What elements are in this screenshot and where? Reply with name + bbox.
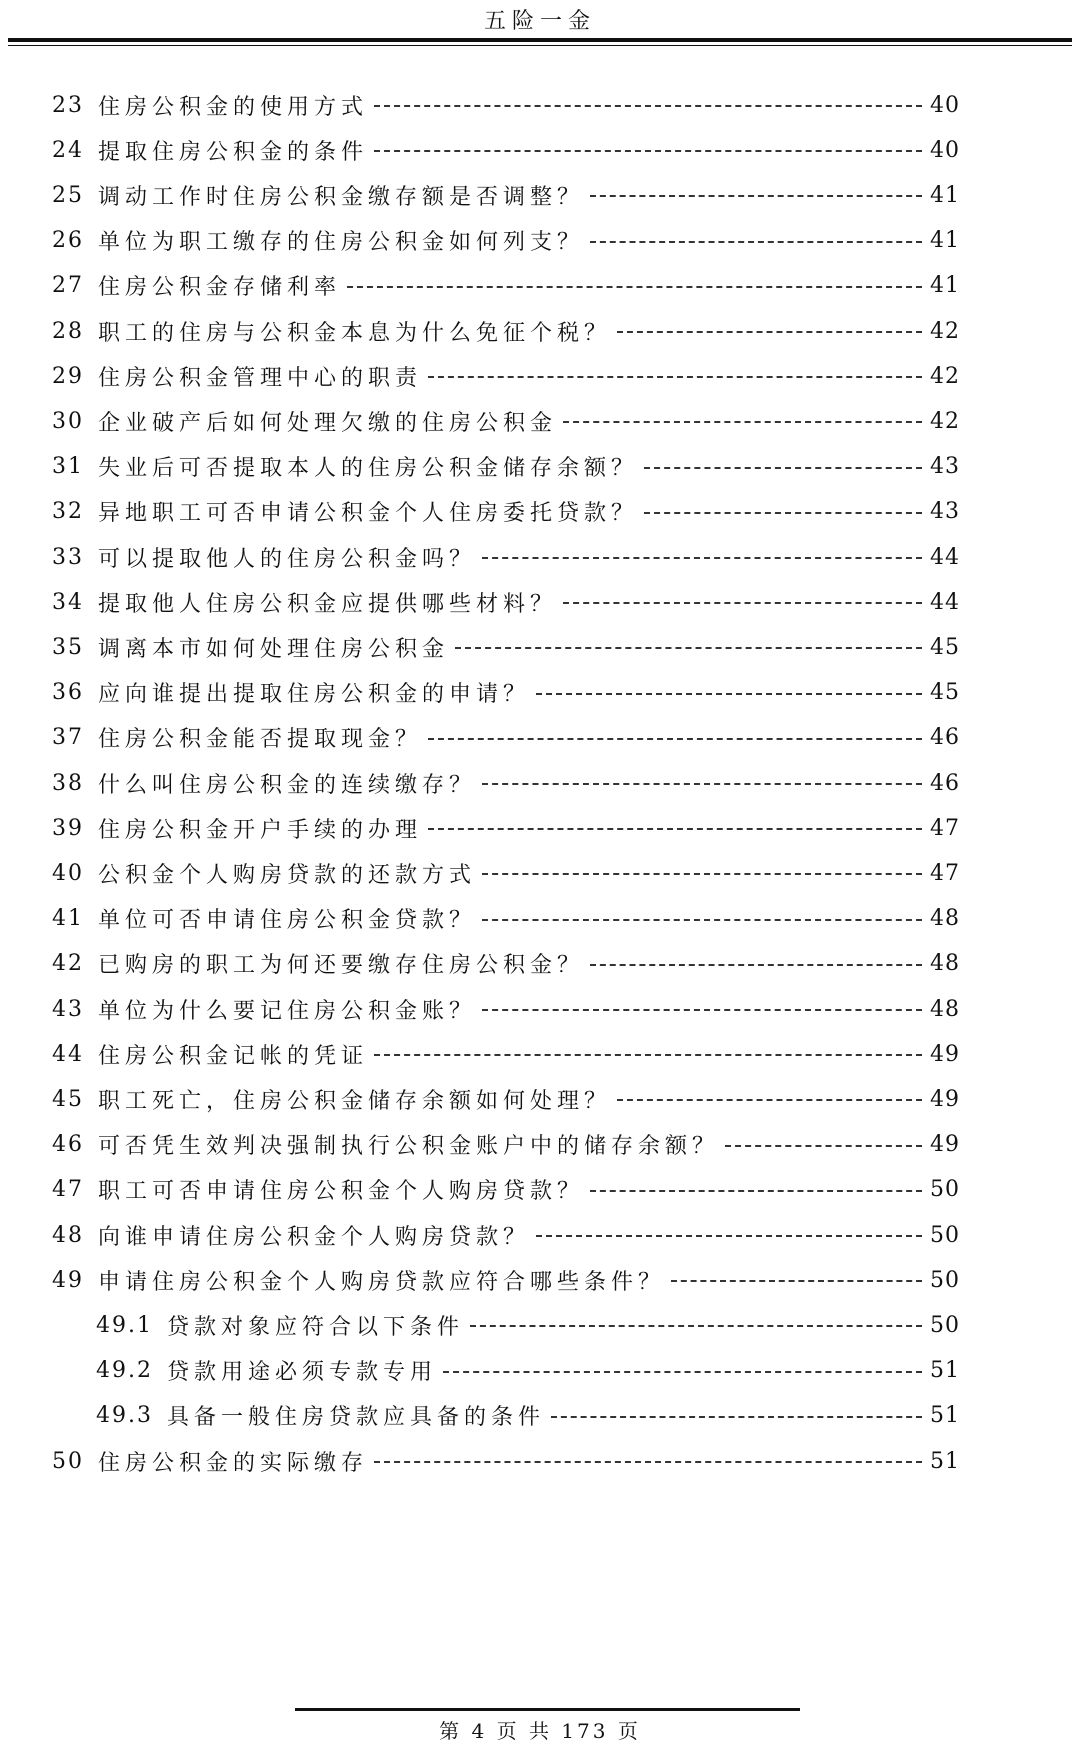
toc-entry[interactable] <box>52 537 960 577</box>
toc-entry-title: 单位为职工缴存的住房公积金如何列支？ <box>98 230 585 256</box>
toc-entry-title: 住房公积金的使用方式 <box>98 94 369 120</box>
toc-entry-title: 申请住房公积金个人购房贷款应符合哪些条件？ <box>98 1269 666 1295</box>
toc-leader-dashes <box>617 331 922 333</box>
toc-entry[interactable] <box>52 221 960 261</box>
toc-entry-title: 提取他人住房公积金应提供哪些材料？ <box>98 591 558 617</box>
toc-leader-dashes <box>482 873 922 875</box>
toc-entry[interactable] <box>52 673 960 713</box>
toc-entry-number: 34 <box>52 589 84 615</box>
toc-entry-page: 48 <box>930 996 960 1022</box>
toc-entry[interactable] <box>52 582 960 622</box>
toc-leader-dashes <box>590 1190 922 1192</box>
toc-entry-number: 49.3 <box>96 1403 153 1429</box>
toc-leader-dashes <box>428 738 922 740</box>
toc-entry[interactable] <box>52 1125 960 1165</box>
toc-leader-dashes <box>563 421 922 423</box>
toc-entry[interactable] <box>52 899 960 939</box>
toc-entry-title: 住房公积金能否提取现金？ <box>98 727 423 753</box>
toc-leader-dashes <box>470 1325 922 1327</box>
toc-entry-number: 48 <box>52 1222 84 1248</box>
toc-entry[interactable] <box>52 447 960 487</box>
toc-entry-page: 51 <box>930 1358 960 1384</box>
toc-entry-number: 27 <box>52 273 84 299</box>
toc-entry-page: 50 <box>930 1222 960 1248</box>
toc-entry-number: 28 <box>52 318 84 344</box>
toc-entry-number: 49.1 <box>96 1312 153 1338</box>
toc-entry[interactable] <box>52 311 960 351</box>
toc-entry-title: 住房公积金管理中心的职责 <box>98 365 423 391</box>
toc-entry[interactable] <box>52 989 960 1029</box>
toc-entry-page: 40 <box>930 137 960 163</box>
toc-leader-dashes <box>374 150 922 152</box>
toc-entry-number: 29 <box>52 363 84 389</box>
toc-entry-title: 调离本市如何处理住房公积金 <box>98 636 450 662</box>
toc-subentry[interactable] <box>96 1396 960 1436</box>
toc-entry-number: 36 <box>52 680 84 706</box>
toc-entry-page: 48 <box>930 951 960 977</box>
toc-entry[interactable] <box>52 853 960 893</box>
toc-entry[interactable] <box>52 627 960 667</box>
toc-entry-number: 41 <box>52 906 84 932</box>
toc-entry-number: 23 <box>52 92 84 118</box>
toc-leader-dashes <box>374 105 922 107</box>
toc-entry[interactable] <box>52 1441 960 1481</box>
toc-entry-page: 49 <box>930 1041 960 1067</box>
toc-entry-title: 具备一般住房贷款应具备的条件 <box>166 1405 545 1431</box>
toc-entry[interactable] <box>52 175 960 215</box>
toc-entry-number: 26 <box>52 228 84 254</box>
toc-entry-page: 51 <box>930 1448 960 1474</box>
toc-entry-page: 41 <box>930 273 960 299</box>
toc-leader-dashes <box>482 557 922 559</box>
toc-entry[interactable] <box>52 1260 960 1300</box>
document-title: 五险一金 <box>483 9 596 34</box>
toc-entry-number: 32 <box>52 499 84 525</box>
toc-leader-dashes <box>482 919 922 921</box>
toc-entry-page: 47 <box>930 815 960 841</box>
toc-entry-title: 失业后可否提取本人的住房公积金储存余额？ <box>98 456 639 482</box>
toc-entry-page: 42 <box>930 318 960 344</box>
toc-entry-number: 49 <box>52 1267 84 1293</box>
toc-entry-number: 40 <box>52 860 84 886</box>
toc-entry-page: 42 <box>930 408 960 434</box>
toc-entry-number: 38 <box>52 770 84 796</box>
toc-entry[interactable] <box>52 401 960 441</box>
toc-entry-number: 31 <box>52 454 84 480</box>
toc-entry-number: 47 <box>52 1177 84 1203</box>
footer-rule <box>295 1708 800 1711</box>
toc-entry-number: 44 <box>52 1041 84 1067</box>
toc-entry[interactable] <box>52 85 960 125</box>
toc-entry-number: 35 <box>52 634 84 660</box>
toc-leader-dashes <box>590 964 922 966</box>
toc-entry-title: 什么叫住房公积金的连续缴存？ <box>98 772 477 798</box>
header-rule-thin <box>8 45 1072 46</box>
toc-entry-page: 50 <box>930 1312 960 1338</box>
toc-leader-dashes <box>551 1416 922 1418</box>
toc-entry-title: 企业破产后如何处理欠缴的住房公积金 <box>98 410 558 436</box>
toc-entry-page: 41 <box>930 182 960 208</box>
toc-entry-title: 提取住房公积金的条件 <box>98 139 369 165</box>
toc-entry-title: 异地职工可否申请公积金个人住房委托贷款？ <box>98 501 639 527</box>
toc-entry-title: 可以提取他人的住房公积金吗？ <box>98 546 477 572</box>
toc-leader-dashes <box>428 376 922 378</box>
toc-entry-title: 职工的住房与公积金本息为什么免征个税？ <box>98 320 612 346</box>
toc-entry-number: 42 <box>52 951 84 977</box>
toc-entry-title: 可否凭生效判决强制执行公积金账户中的储存余额？ <box>98 1134 720 1160</box>
page-number: 第 4 页 共 173 页 <box>439 1719 641 1743</box>
toc-entry[interactable] <box>52 1034 960 1074</box>
toc-subentry[interactable] <box>96 1305 960 1345</box>
toc-entry[interactable] <box>52 356 960 396</box>
toc-entry-title: 贷款用途必须专款专用 <box>166 1360 437 1386</box>
toc-entry-page: 44 <box>930 544 960 570</box>
toc-entry-title: 单位可否申请住房公积金贷款？ <box>98 908 477 934</box>
toc-entry-number: 25 <box>52 182 84 208</box>
toc-subentry[interactable] <box>96 1351 960 1391</box>
toc-leader-dashes <box>725 1145 922 1147</box>
toc-entry-page: 50 <box>930 1267 960 1293</box>
toc-entry-page: 47 <box>930 860 960 886</box>
toc-entry-page: 40 <box>930 92 960 118</box>
toc-entry-number: 50 <box>52 1448 84 1474</box>
toc-leader-dashes <box>428 828 922 830</box>
toc-entry-title: 公积金个人购房贷款的还款方式 <box>98 862 477 888</box>
toc-leader-dashes <box>644 512 922 514</box>
toc-leader-dashes <box>671 1280 922 1282</box>
toc-entry-title: 住房公积金记帐的凭证 <box>98 1043 369 1069</box>
toc-entry[interactable] <box>52 944 960 984</box>
toc-entry-page: 45 <box>930 680 960 706</box>
toc-leader-dashes <box>374 1461 922 1463</box>
toc-leader-dashes <box>536 1235 922 1237</box>
toc-entry-title: 住房公积金开户手续的办理 <box>98 817 423 843</box>
toc-entry-number: 33 <box>52 544 84 570</box>
toc-entry-title: 单位为什么要记住房公积金账？ <box>98 998 477 1024</box>
toc-entry-number: 43 <box>52 996 84 1022</box>
toc-leader-dashes <box>590 195 922 197</box>
toc-entry-page: 48 <box>930 906 960 932</box>
toc-entry-page: 44 <box>930 589 960 615</box>
toc-leader-dashes <box>443 1371 922 1373</box>
toc-entry-title: 住房公积金存储利率 <box>98 275 342 301</box>
toc-entry-title: 住房公积金的实际缴存 <box>98 1450 369 1476</box>
toc-entry-page: 43 <box>930 499 960 525</box>
toc-entry[interactable] <box>52 130 960 170</box>
toc-entry-title: 职工可否申请住房公积金个人购房贷款？ <box>98 1179 585 1205</box>
toc-entry-number: 39 <box>52 815 84 841</box>
toc-entry[interactable] <box>52 1079 960 1119</box>
toc-leader-dashes <box>644 467 922 469</box>
toc-entry-number: 49.2 <box>96 1358 153 1384</box>
toc-entry-page: 46 <box>930 770 960 796</box>
toc-entry-page: 43 <box>930 454 960 480</box>
toc-entry-page: 49 <box>930 1086 960 1112</box>
toc-leader-dashes <box>347 286 922 288</box>
toc-entry[interactable] <box>52 1170 960 1210</box>
page-header <box>0 0 1080 48</box>
toc-entry-page: 50 <box>930 1177 960 1203</box>
toc-leader-dashes <box>455 647 922 649</box>
toc-entry[interactable] <box>52 763 960 803</box>
toc-entry-title: 贷款对象应符合以下条件 <box>166 1314 464 1340</box>
toc-entry-page: 45 <box>930 634 960 660</box>
toc-entry-number: 46 <box>52 1132 84 1158</box>
toc-entry-title: 已购房的职工为何还要缴存住房公积金？ <box>98 953 585 979</box>
header-rule-thick <box>8 38 1072 42</box>
toc-entry-number: 30 <box>52 408 84 434</box>
toc-leader-dashes <box>482 783 922 785</box>
toc-entry[interactable] <box>52 718 960 758</box>
toc-leader-dashes <box>590 241 922 243</box>
toc-entry[interactable] <box>52 492 960 532</box>
toc-entry-number: 24 <box>52 137 84 163</box>
toc-entry-page: 51 <box>930 1403 960 1429</box>
toc-entry-title: 向谁申请住房公积金个人购房贷款？ <box>98 1224 531 1250</box>
toc-entry-number: 45 <box>52 1086 84 1112</box>
toc-leader-dashes <box>563 602 922 604</box>
toc-entry-title: 职工死亡，住房公积金储存余额如何处理？ <box>98 1088 612 1114</box>
toc-entry-page: 41 <box>930 228 960 254</box>
toc-entry[interactable] <box>52 266 960 306</box>
page-footer <box>0 1705 1080 1746</box>
toc-entry-title: 应向谁提出提取住房公积金的申请？ <box>98 682 531 708</box>
toc-leader-dashes <box>617 1099 922 1101</box>
toc-entry[interactable] <box>52 808 960 848</box>
toc-leader-dashes <box>374 1054 922 1056</box>
toc-leader-dashes <box>482 1009 922 1011</box>
toc-entry-page: 49 <box>930 1132 960 1158</box>
toc-entry[interactable] <box>52 1215 960 1255</box>
toc-entry-title: 调动工作时住房公积金缴存额是否调整？ <box>98 184 585 210</box>
toc-leader-dashes <box>536 693 922 695</box>
toc-entry-page: 46 <box>930 725 960 751</box>
toc-entry-page: 42 <box>930 363 960 389</box>
toc-entry-number: 37 <box>52 725 84 751</box>
